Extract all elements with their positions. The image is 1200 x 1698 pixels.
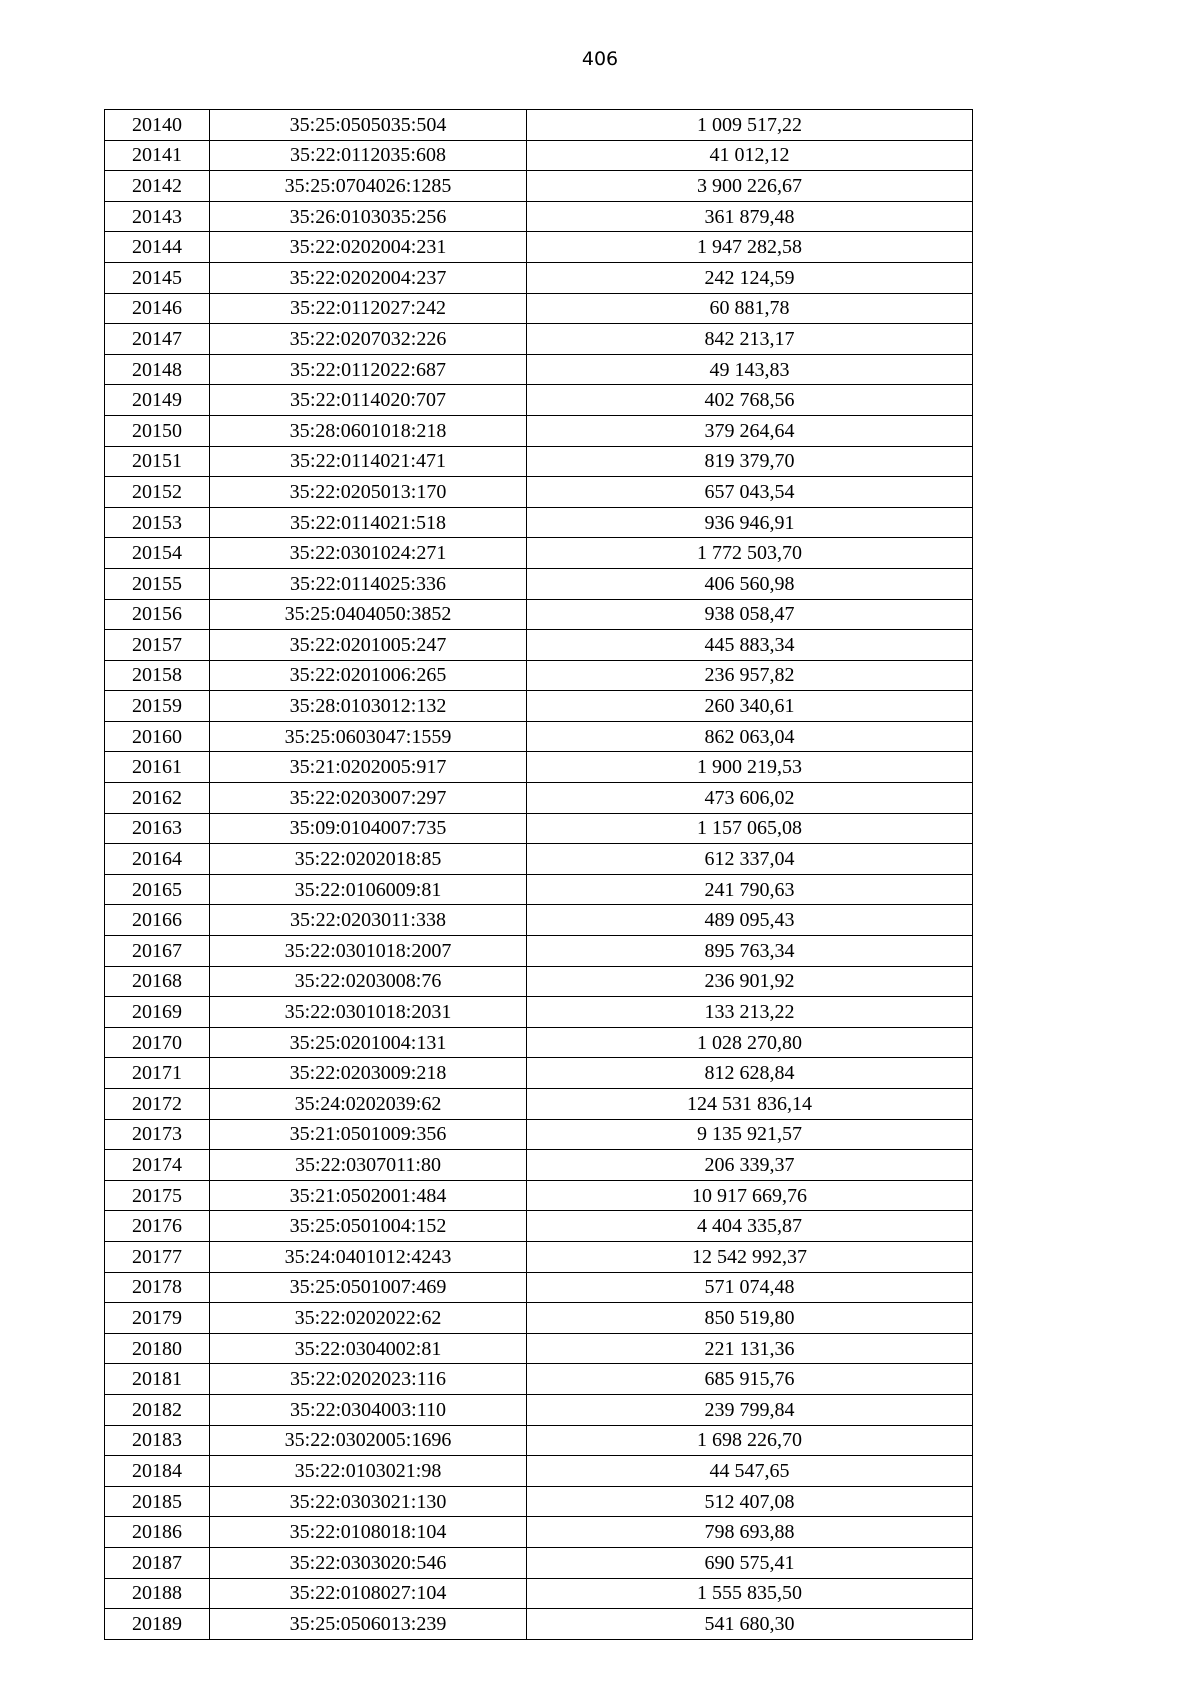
table-row [105, 1609, 973, 1640]
value-cell: 206 339,37 [527, 1150, 973, 1181]
value-cell: 379 264,64 [527, 415, 973, 446]
value-cell: 1 947 282,58 [527, 232, 973, 263]
cadastral-number-cell: 35:22:0201005:247 [210, 630, 527, 661]
table-row [105, 1486, 973, 1517]
table-row [105, 446, 973, 477]
table-row [105, 1547, 973, 1578]
row-number-cell: 20169 [105, 997, 210, 1028]
value-cell: 571 074,48 [527, 1272, 973, 1303]
cadastral-number-cell: 35:25:0506013:239 [210, 1609, 527, 1640]
value-cell: 242 124,59 [527, 262, 973, 293]
row-number-cell: 20142 [105, 171, 210, 202]
cadastral-number-cell: 35:22:0108018:104 [210, 1517, 527, 1548]
value-cell: 260 340,61 [527, 691, 973, 722]
row-number-cell: 20149 [105, 385, 210, 416]
cadastral-number-cell: 35:22:0202004:231 [210, 232, 527, 263]
table-row [105, 1241, 973, 1272]
value-cell: 1 900 219,53 [527, 752, 973, 783]
cadastral-number-cell: 35:25:0704026:1285 [210, 171, 527, 202]
row-number-cell: 20158 [105, 660, 210, 691]
row-number-cell: 20178 [105, 1272, 210, 1303]
table-row [105, 140, 973, 171]
row-number-cell: 20165 [105, 874, 210, 905]
row-number-cell: 20168 [105, 966, 210, 997]
table-row [105, 1333, 973, 1364]
value-cell: 1 009 517,22 [527, 110, 973, 141]
value-cell: 895 763,34 [527, 936, 973, 967]
cadastral-number-cell: 35:25:0501007:469 [210, 1272, 527, 1303]
value-cell: 473 606,02 [527, 783, 973, 814]
value-cell: 938 058,47 [527, 599, 973, 630]
value-cell: 541 680,30 [527, 1609, 973, 1640]
cadastral-number-cell: 35:22:0112022:687 [210, 354, 527, 385]
value-cell: 3 900 226,67 [527, 171, 973, 202]
cadastral-number-cell: 35:22:0301018:2031 [210, 997, 527, 1028]
table-row [105, 477, 973, 508]
cadastral-number-cell: 35:22:0112027:242 [210, 293, 527, 324]
table-row [105, 1456, 973, 1487]
value-cell: 445 883,34 [527, 630, 973, 661]
row-number-cell: 20172 [105, 1089, 210, 1120]
table-row [105, 1180, 973, 1211]
row-number-cell: 20174 [105, 1150, 210, 1181]
cadastral-number-cell: 35:22:0106009:81 [210, 874, 527, 905]
table-row [105, 110, 973, 141]
cadastral-number-cell: 35:22:0302005:1696 [210, 1425, 527, 1456]
table-row [105, 1027, 973, 1058]
row-number-cell: 20177 [105, 1241, 210, 1272]
table-row [105, 630, 973, 661]
row-number-cell: 20189 [105, 1609, 210, 1640]
table-row [105, 1303, 973, 1334]
row-number-cell: 20170 [105, 1027, 210, 1058]
table-row [105, 1578, 973, 1609]
value-cell: 936 946,91 [527, 507, 973, 538]
table-row [105, 1272, 973, 1303]
value-cell: 850 519,80 [527, 1303, 973, 1334]
cadastral-number-cell: 35:22:0202022:62 [210, 1303, 527, 1334]
cadastral-number-cell: 35:25:0501004:152 [210, 1211, 527, 1242]
table-row [105, 691, 973, 722]
cadastral-number-cell: 35:22:0304003:110 [210, 1394, 527, 1425]
row-number-cell: 20163 [105, 813, 210, 844]
value-cell: 241 790,63 [527, 874, 973, 905]
table-row [105, 293, 973, 324]
row-number-cell: 20182 [105, 1394, 210, 1425]
value-cell: 612 337,04 [527, 844, 973, 875]
cadastral-number-cell: 35:22:0201006:265 [210, 660, 527, 691]
value-cell: 133 213,22 [527, 997, 973, 1028]
value-cell: 819 379,70 [527, 446, 973, 477]
table-row [105, 507, 973, 538]
cadastral-number-cell: 35:22:0301024:271 [210, 538, 527, 569]
cadastral-number-cell: 35:22:0207032:226 [210, 324, 527, 355]
table-row [105, 813, 973, 844]
value-cell: 221 131,36 [527, 1333, 973, 1364]
table-row [105, 1425, 973, 1456]
value-cell: 1 028 270,80 [527, 1027, 973, 1058]
cadastral-number-cell: 35:22:0202023:116 [210, 1364, 527, 1395]
table-row [105, 599, 973, 630]
table-row [105, 201, 973, 232]
table-row [105, 232, 973, 263]
page-number: 406 [581, 48, 619, 70]
cadastral-number-cell: 35:22:0108027:104 [210, 1578, 527, 1609]
value-cell: 798 693,88 [527, 1517, 973, 1548]
cadastral-number-cell: 35:22:0203009:218 [210, 1058, 527, 1089]
value-cell: 1 772 503,70 [527, 538, 973, 569]
table-body [105, 110, 973, 1640]
row-number-cell: 20141 [105, 140, 210, 171]
row-number-cell: 20171 [105, 1058, 210, 1089]
cadastral-number-cell: 35:25:0404050:3852 [210, 599, 527, 630]
value-cell: 239 799,84 [527, 1394, 973, 1425]
cadastral-number-cell: 35:22:0202004:237 [210, 262, 527, 293]
table-container [104, 109, 973, 1640]
cadastral-number-cell: 35:22:0114025:336 [210, 568, 527, 599]
value-cell: 402 768,56 [527, 385, 973, 416]
value-cell: 812 628,84 [527, 1058, 973, 1089]
cadastral-number-cell: 35:24:0202039:62 [210, 1089, 527, 1120]
row-number-cell: 20176 [105, 1211, 210, 1242]
value-cell: 41 012,12 [527, 140, 973, 171]
data-table [104, 109, 973, 1640]
value-cell: 124 531 836,14 [527, 1089, 973, 1120]
cadastral-number-cell: 35:22:0114021:471 [210, 446, 527, 477]
cadastral-number-cell: 35:22:0202018:85 [210, 844, 527, 875]
row-number-cell: 20157 [105, 630, 210, 661]
row-number-cell: 20143 [105, 201, 210, 232]
row-number-cell: 20185 [105, 1486, 210, 1517]
cadastral-number-cell: 35:21:0501009:356 [210, 1119, 527, 1150]
row-number-cell: 20184 [105, 1456, 210, 1487]
table-row [105, 783, 973, 814]
cadastral-number-cell: 35:22:0203011:338 [210, 905, 527, 936]
table-row [105, 262, 973, 293]
cadastral-number-cell: 35:22:0112035:608 [210, 140, 527, 171]
row-number-cell: 20146 [105, 293, 210, 324]
row-number-cell: 20173 [105, 1119, 210, 1150]
table-row [105, 385, 973, 416]
value-cell: 44 547,65 [527, 1456, 973, 1487]
cadastral-number-cell: 35:25:0201004:131 [210, 1027, 527, 1058]
row-number-cell: 20155 [105, 568, 210, 599]
value-cell: 49 143,83 [527, 354, 973, 385]
row-number-cell: 20187 [105, 1547, 210, 1578]
table-row [105, 171, 973, 202]
value-cell: 862 063,04 [527, 721, 973, 752]
value-cell: 842 213,17 [527, 324, 973, 355]
cadastral-number-cell: 35:28:0601018:218 [210, 415, 527, 446]
row-number-cell: 20156 [105, 599, 210, 630]
cadastral-number-cell: 35:25:0505035:504 [210, 110, 527, 141]
table-row [105, 1150, 973, 1181]
table-row [105, 936, 973, 967]
value-cell: 236 957,82 [527, 660, 973, 691]
row-number-cell: 20160 [105, 721, 210, 752]
row-number-cell: 20153 [105, 507, 210, 538]
table-row [105, 660, 973, 691]
value-cell: 236 901,92 [527, 966, 973, 997]
value-cell: 1 698 226,70 [527, 1425, 973, 1456]
cadastral-number-cell: 35:22:0307011:80 [210, 1150, 527, 1181]
cadastral-number-cell: 35:28:0103012:132 [210, 691, 527, 722]
table-row [105, 1364, 973, 1395]
cadastral-number-cell: 35:22:0203007:297 [210, 783, 527, 814]
table-row [105, 354, 973, 385]
value-cell: 12 542 992,37 [527, 1241, 973, 1272]
row-number-cell: 20186 [105, 1517, 210, 1548]
table-row [105, 752, 973, 783]
cadastral-number-cell: 35:25:0603047:1559 [210, 721, 527, 752]
cadastral-number-cell: 35:22:0203008:76 [210, 966, 527, 997]
row-number-cell: 20145 [105, 262, 210, 293]
cadastral-number-cell: 35:26:0103035:256 [210, 201, 527, 232]
row-number-cell: 20167 [105, 936, 210, 967]
cadastral-number-cell: 35:24:0401012:4243 [210, 1241, 527, 1272]
value-cell: 1 157 065,08 [527, 813, 973, 844]
value-cell: 4 404 335,87 [527, 1211, 973, 1242]
cadastral-number-cell: 35:09:0104007:735 [210, 813, 527, 844]
table-row [105, 568, 973, 599]
value-cell: 10 917 669,76 [527, 1180, 973, 1211]
cadastral-number-cell: 35:21:0502001:484 [210, 1180, 527, 1211]
row-number-cell: 20147 [105, 324, 210, 355]
table-row [105, 415, 973, 446]
value-cell: 657 043,54 [527, 477, 973, 508]
row-number-cell: 20162 [105, 783, 210, 814]
table-row [105, 1119, 973, 1150]
table-row [105, 997, 973, 1028]
row-number-cell: 20180 [105, 1333, 210, 1364]
cadastral-number-cell: 35:22:0114021:518 [210, 507, 527, 538]
row-number-cell: 20181 [105, 1364, 210, 1395]
row-number-cell: 20151 [105, 446, 210, 477]
table-row [105, 721, 973, 752]
row-number-cell: 20152 [105, 477, 210, 508]
value-cell: 60 881,78 [527, 293, 973, 324]
cadastral-number-cell: 35:22:0103021:98 [210, 1456, 527, 1487]
row-number-cell: 20175 [105, 1180, 210, 1211]
row-number-cell: 20148 [105, 354, 210, 385]
row-number-cell: 20144 [105, 232, 210, 263]
row-number-cell: 20140 [105, 110, 210, 141]
value-cell: 512 407,08 [527, 1486, 973, 1517]
table-row [105, 1394, 973, 1425]
value-cell: 690 575,41 [527, 1547, 973, 1578]
table-row [105, 905, 973, 936]
value-cell: 1 555 835,50 [527, 1578, 973, 1609]
row-number-cell: 20179 [105, 1303, 210, 1334]
table-row [105, 1211, 973, 1242]
value-cell: 9 135 921,57 [527, 1119, 973, 1150]
table-row [105, 844, 973, 875]
table-row [105, 1517, 973, 1548]
table-row [105, 324, 973, 355]
cadastral-number-cell: 35:22:0304002:81 [210, 1333, 527, 1364]
cadastral-number-cell: 35:21:0202005:917 [210, 752, 527, 783]
row-number-cell: 20159 [105, 691, 210, 722]
value-cell: 685 915,76 [527, 1364, 973, 1395]
value-cell: 361 879,48 [527, 201, 973, 232]
row-number-cell: 20183 [105, 1425, 210, 1456]
table-row [105, 538, 973, 569]
cadastral-number-cell: 35:22:0205013:170 [210, 477, 527, 508]
row-number-cell: 20188 [105, 1578, 210, 1609]
cadastral-number-cell: 35:22:0114020:707 [210, 385, 527, 416]
table-row [105, 966, 973, 997]
row-number-cell: 20164 [105, 844, 210, 875]
row-number-cell: 20154 [105, 538, 210, 569]
value-cell: 489 095,43 [527, 905, 973, 936]
table-row [105, 1058, 973, 1089]
cadastral-number-cell: 35:22:0303021:130 [210, 1486, 527, 1517]
cadastral-number-cell: 35:22:0303020:546 [210, 1547, 527, 1578]
value-cell: 406 560,98 [527, 568, 973, 599]
table-row [105, 1089, 973, 1120]
cadastral-number-cell: 35:22:0301018:2007 [210, 936, 527, 967]
row-number-cell: 20166 [105, 905, 210, 936]
table-row [105, 874, 973, 905]
row-number-cell: 20161 [105, 752, 210, 783]
row-number-cell: 20150 [105, 415, 210, 446]
